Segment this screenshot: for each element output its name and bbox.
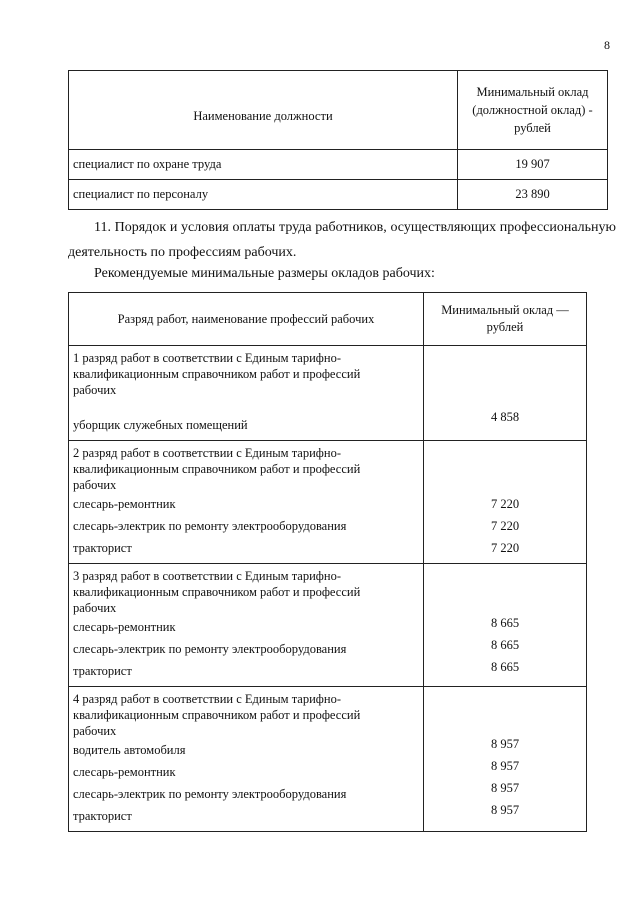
salary-value: 7 220 [490,519,520,533]
profession-name: слесарь-ремонтник [73,765,176,779]
header-line: Минимальный оклад — [441,303,569,317]
grade-title-line: квалификационным справочником работ и профессий [73,585,361,599]
table-header-row [69,71,608,150]
position-name: специалист по охране труда [69,150,458,180]
column-header-salary [458,71,608,150]
column-header-position: Наименование должности [69,71,458,150]
grade-group-salaries [424,687,587,832]
grade-group-description [69,564,424,687]
salary-value: 19 907 [458,150,608,180]
profession-name: слесарь-ремонтник [73,497,176,511]
profession-name: слесарь-ремонтник [73,620,176,634]
grade-group-description [69,346,424,441]
profession-name: водитель автомобиля [73,743,186,757]
salary-value: 8 957 [490,781,520,795]
grade-title-line: рабочих [73,383,117,397]
salary-value: 7 220 [490,541,520,555]
profession-name: слесарь-электрик по ремонту электрооборудования [73,642,347,656]
salary-value: 8 957 [490,759,520,773]
workers-salary-table [68,292,587,832]
section-11-paragraph: 11. Порядок и условия оплаты труда работников, осуществляющих профессиональную деятельность по профессиям рабочих. [68,220,616,260]
salary-value: 23 890 [458,180,608,210]
grade-title [69,350,423,398]
salary-value: 4 858 [490,410,520,424]
salary-value: 7 220 [490,497,520,511]
grade-group-salaries [424,564,587,687]
recommended-salaries-intro: Рекомендуемые минимальные размеры окладов рабочих: [94,266,435,281]
salary-value: 8 665 [490,660,520,674]
salary-value: 8 957 [490,737,520,751]
table-header-row [69,293,587,346]
profession-name: слесарь-электрик по ремонту электрооборудования [73,787,347,801]
header-line: (должностной оклад) - [472,103,593,117]
grade-title-line: рабочих [73,724,117,738]
grade-group-salaries [424,346,587,441]
positions-salary-table [68,70,608,210]
grade-title [69,568,423,616]
header-line: Минимальный оклад [476,85,589,99]
profession-name: тракторист [73,664,132,678]
grade-title-line: квалификационным справочником работ и профессий [73,708,361,722]
profession-name: уборщик служебных помещений [73,418,248,432]
grade-group-4 [69,687,587,832]
header-line: рублей [486,320,524,334]
column-header-grade-profession: Разряд работ, наименование профессий рабочих [69,293,424,346]
profession-name: тракторист [73,541,132,555]
grade-title-line: 1 разряд работ в соответствии с Единым тарифно- [73,351,341,365]
grade-group-2 [69,441,587,564]
salary-value: 8 957 [490,803,520,817]
profession-name: слесарь-электрик по ремонту электрооборудования [73,519,347,533]
grade-title-line: рабочих [73,478,117,492]
salary-value: 8 665 [490,616,520,630]
grade-group-1 [69,346,587,441]
table-row [69,180,608,210]
profession-name: тракторист [73,809,132,823]
grade-group-description [69,441,424,564]
table-row [69,150,608,180]
grade-title-line: рабочих [73,601,117,615]
grade-group-3 [69,564,587,687]
position-name: специалист по персоналу [69,180,458,210]
grade-title [69,691,423,739]
grade-group-description [69,687,424,832]
column-header-salary [424,293,587,346]
grade-title-line: 3 разряд работ в соответствии с Единым тарифно- [73,569,341,583]
grade-title-line: 2 разряд работ в соответствии с Единым тарифно- [73,446,341,460]
grade-title [69,445,423,493]
grade-title-line: 4 разряд работ в соответствии с Единым тарифно- [73,692,341,706]
header-line: рублей [514,121,551,135]
grade-title-line: квалификационным справочником работ и профессий [73,462,361,476]
grade-group-salaries [424,441,587,564]
salary-value: 8 665 [490,638,520,652]
grade-title-line: квалификационным справочником работ и профессий [73,367,361,381]
page-number: 8 [604,38,610,52]
